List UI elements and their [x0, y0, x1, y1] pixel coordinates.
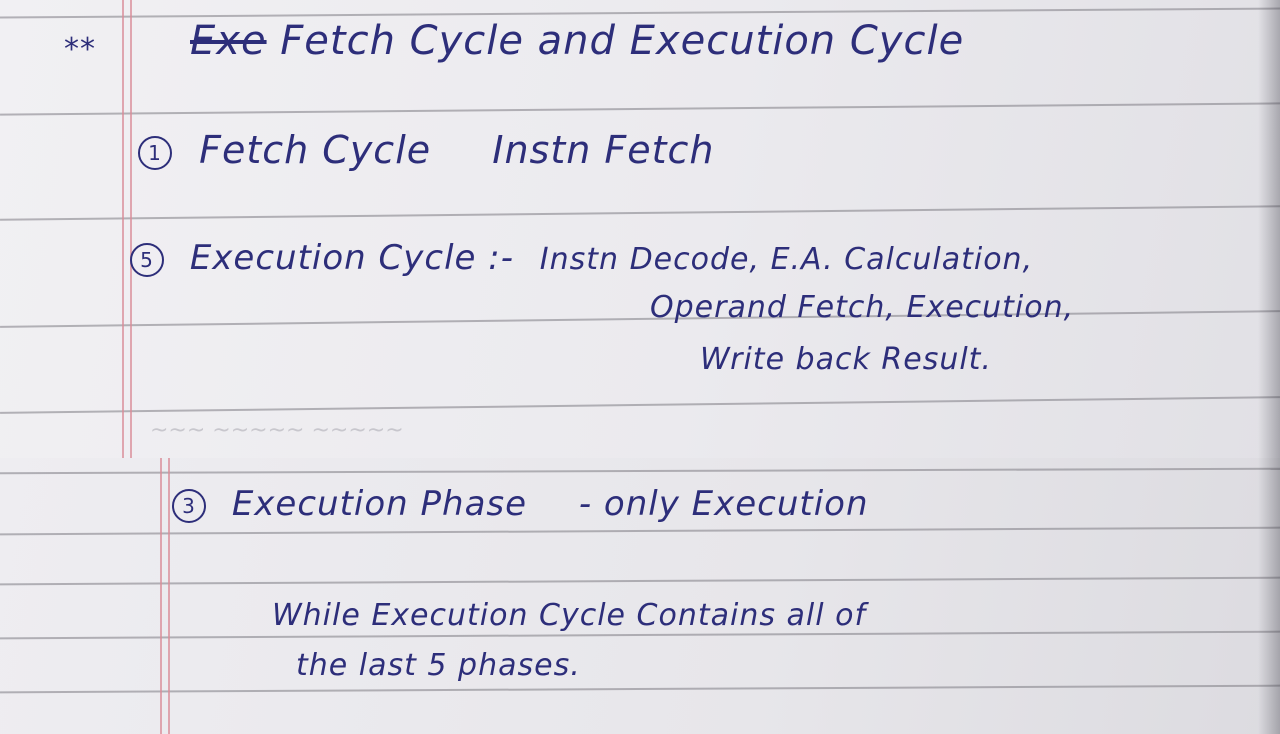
ruled-line	[0, 102, 1280, 115]
point-1-text: Instn Fetch	[492, 128, 715, 172]
page-title	[190, 18, 964, 64]
point-2	[130, 238, 1033, 278]
point-2-label: Execution Cycle :-	[189, 238, 514, 278]
point-2-line-1: Instn Decode, E.A. Calculation,	[539, 242, 1034, 277]
point-2-number: 5	[130, 243, 164, 277]
margin-line	[122, 0, 124, 458]
point-1	[138, 128, 715, 172]
margin-line	[130, 0, 132, 458]
note-line-2: the last 5 phases.	[296, 648, 581, 683]
ruled-line	[0, 205, 1280, 220]
struck-word: Exe	[190, 18, 267, 64]
note-line-1: While Execution Cycle Contains all of	[272, 598, 867, 633]
ruled-line	[0, 310, 1280, 328]
ruled-line	[0, 685, 1280, 694]
ruled-line	[0, 577, 1280, 586]
point-3-text: - only Execution	[578, 484, 869, 524]
margin-line	[160, 458, 162, 734]
ruled-line	[0, 396, 1280, 414]
point-2-line-2: Operand Fetch, Execution,	[650, 290, 1075, 325]
title-text: Fetch Cycle and Execution Cycle	[280, 18, 965, 64]
page-edge-shadow	[1258, 0, 1280, 458]
point-3-number: 3	[172, 489, 206, 523]
ruled-line	[0, 8, 1280, 19]
point-3-label: Execution Phase	[231, 484, 528, 524]
ruled-line	[0, 468, 1280, 474]
bleed-through-ink: ~~~ ~~~~~ ~~~~~	[150, 418, 404, 443]
point-2-line-3: Write back Result.	[700, 342, 992, 377]
point-3	[172, 484, 869, 524]
page-edge-shadow	[1258, 458, 1280, 734]
point-1-label: Fetch Cycle	[199, 128, 432, 172]
point-1-number: 1	[138, 136, 172, 170]
ruled-line	[0, 527, 1280, 536]
margin-line	[168, 458, 170, 734]
heading-mark: **	[64, 32, 96, 67]
